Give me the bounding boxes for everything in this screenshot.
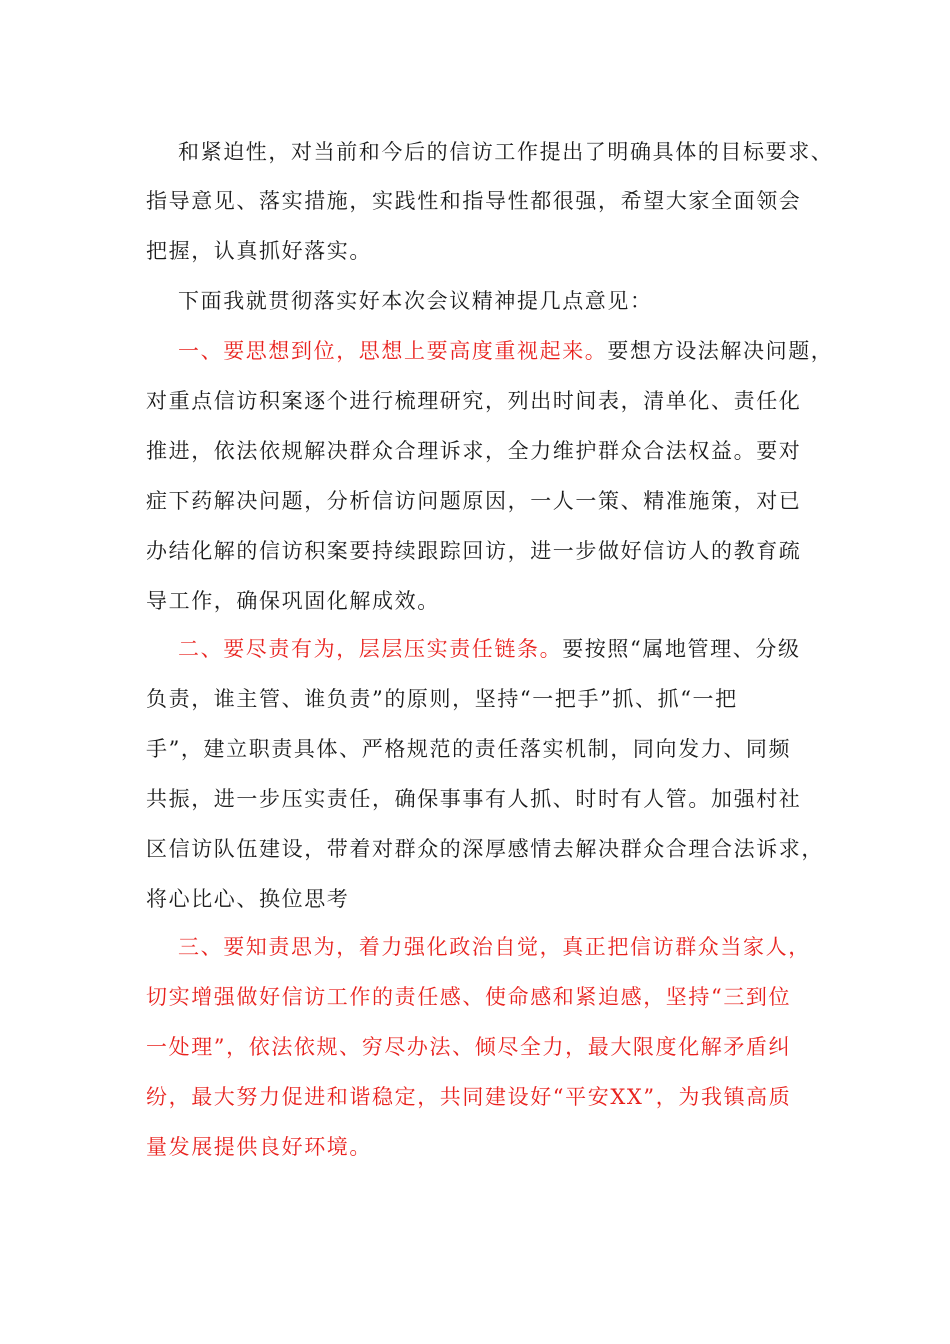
point-2-line-4: 共振，进一步压实责任，确保事事有人抓、时时有人管。加强村社: [146, 787, 802, 811]
point-3-line-2: 切实增强做好信访工作的责任感、使命感和紧迫感，坚持“三到位: [146, 985, 792, 1009]
point-2-line-1: [178, 634, 801, 664]
point-2-line-2: 负责，谁主管、谁负责”的原则，坚持“一把手”抓、抓“一把: [146, 687, 738, 711]
point-2-line-6: 将心比心、换位思考: [146, 887, 350, 911]
paragraph-1-line-1: 和紧迫性，对当前和今后的信访工作提出了明确具体的目标要求、: [178, 140, 834, 164]
point-1-line-1-rest: 要想方设法解决问题，: [607, 339, 834, 363]
point-3-line-3: 一处理”，依法依规、穷尽办法、倾尽全力，最大限度化解矛盾纠: [146, 1035, 792, 1059]
point-3-line-5: 量发展提供良好环境。: [146, 1135, 372, 1159]
point-1-line-4: 症下药解决问题，分析信访问题原因，一人一策、精准施策，对已: [146, 489, 802, 513]
paragraph-1-line-2: 指导意见、落实措施，实践性和指导性都很强，希望大家全面领会: [146, 189, 802, 213]
point-2-line-1-rest: 要按照“属地管理、分级: [562, 637, 801, 661]
point-3-line-1: 三、要知责思为，着力强化政治自觉，真正把信访群众当家人，: [178, 935, 811, 959]
point-2-line-3: 手”，建立职责具体、严格规范的责任落实机制，同向发力、同频: [146, 737, 792, 761]
paragraph-2-line-1: 下面我就贯彻落实好本次会议精神提几点意见：: [178, 289, 653, 313]
point-1-heading: 一、要思想到位，思想上要高度重视起来。: [178, 339, 608, 363]
point-1-line-2: 对重点信访积案逐个进行梳理研究，列出时间表，清单化、责任化: [146, 389, 802, 413]
point-2-heading: 二、要尽责有为，层层压实责任链条。: [178, 637, 563, 661]
paragraph-1-line-3: 把握，认真抓好落实。: [146, 239, 372, 263]
point-2-line-5: 区信访队伍建设，带着对群众的深厚感情去解决群众合理合法诉求，: [146, 837, 824, 861]
point-3-line-4: 纷，最大努力促进和谐稳定，共同建设好“平安XX”，为我镇高质: [146, 1085, 792, 1109]
point-1-line-6: 导工作，确保巩固化解成效。: [146, 589, 440, 613]
point-1-line-5: 办结化解的信访积案要持续跟踪回访，进一步做好信访人的教育疏: [146, 539, 802, 563]
point-1-line-1: [178, 336, 833, 366]
point-1-line-3: 推进，依法依规解决群众合理诉求，全力维护群众合法权益。要对: [146, 439, 802, 463]
